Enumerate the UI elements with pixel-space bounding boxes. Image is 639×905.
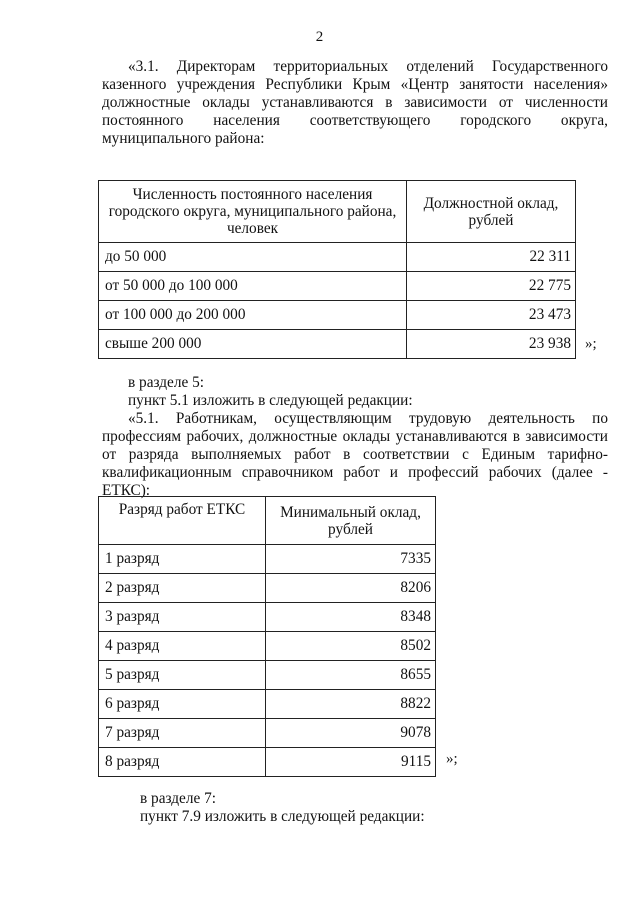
table1-closing-quote: »;: [585, 336, 597, 352]
section-instruction: пункт 7.9 изложить в следующей редакции:: [140, 808, 425, 825]
min-salary-cell: 8348: [266, 603, 436, 632]
etks-salary-table: [98, 496, 436, 777]
section-7: [114, 790, 620, 826]
text-line: профессиям рабочих, должностные оклады устанавливаются в зависимости: [102, 428, 608, 445]
min-salary-cell: 8502: [266, 632, 436, 661]
header-population: Численность постоянного населения городского округа, муниципального района, человек: [99, 181, 407, 243]
table-row: [99, 748, 436, 777]
header-min-salary: Минимальный оклад, рублей: [266, 497, 436, 545]
grade-cell: 4 разряд: [99, 632, 266, 661]
population-cell: свыше 200 000: [99, 330, 407, 359]
grade-cell: 2 разряд: [99, 574, 266, 603]
min-salary-cell: 9078: [266, 719, 436, 748]
population-cell: от 50 000 до 100 000: [99, 272, 407, 301]
section-heading: в разделе 5:: [128, 374, 204, 391]
salary-cell: 22 775: [407, 272, 576, 301]
text-line: муниципального района:: [102, 130, 265, 147]
text-line: должностные оклады устанавливаются в зависимости от численности: [102, 94, 608, 111]
table-row: [99, 574, 436, 603]
table-header-row: [99, 181, 576, 243]
min-salary-cell: 8822: [266, 690, 436, 719]
min-salary-cell: 7335: [266, 545, 436, 574]
table-row: [99, 545, 436, 574]
grade-cell: 6 разряд: [99, 690, 266, 719]
grade-cell: 1 разряд: [99, 545, 266, 574]
grade-cell: 3 разряд: [99, 603, 266, 632]
population-cell: от 100 000 до 200 000: [99, 301, 407, 330]
table-row: [99, 632, 436, 661]
header-salary: Должностной оклад, рублей: [407, 181, 576, 243]
salary-cell: 22 311: [407, 243, 576, 272]
header-grade: Разряд работ ЕТКС: [99, 497, 266, 545]
section-heading: в разделе 7:: [140, 790, 216, 807]
paragraph-3-1: [102, 58, 608, 148]
min-salary-cell: 9115: [266, 748, 436, 777]
text-line: от разряда выполняемых работ в соответствии с Единым тарифно-: [102, 446, 608, 463]
text-line: «3.1. Директорам территориальных отделений Государственного: [128, 58, 608, 75]
page-number: 2: [315, 29, 324, 45]
table-row: [99, 272, 576, 301]
grade-cell: 7 разряд: [99, 719, 266, 748]
table-row: [99, 243, 576, 272]
table2-closing-quote: »;: [446, 751, 458, 767]
population-cell: до 50 000: [99, 243, 407, 272]
grade-cell: 8 разряд: [99, 748, 266, 777]
salary-by-population-table: [98, 180, 576, 359]
text-line: ЕТКС):: [102, 482, 151, 499]
grade-cell: 5 разряд: [99, 661, 266, 690]
table-row: [99, 661, 436, 690]
table-row: [99, 603, 436, 632]
text-line: казенного учреждения Республики Крым «Центр занятости населения»: [102, 76, 608, 93]
table-row: [99, 330, 576, 359]
text-line: «5.1. Работникам, осуществляющим трудовую деятельность по: [128, 410, 608, 427]
section-5: [102, 374, 608, 500]
min-salary-cell: 8206: [266, 574, 436, 603]
text-line: постоянного населения соответствующего городского округа,: [102, 112, 608, 129]
table-header-row: [99, 497, 436, 545]
min-salary-cell: 8655: [266, 661, 436, 690]
salary-cell: 23 938: [407, 330, 576, 359]
section-instruction: пункт 5.1 изложить в следующей редакции:: [128, 392, 413, 409]
text-line: квалификационным справочником работ и профессий рабочих (далее -: [102, 464, 608, 481]
table-row: [99, 690, 436, 719]
table-row: [99, 719, 436, 748]
salary-cell: 23 473: [407, 301, 576, 330]
table-row: [99, 301, 576, 330]
